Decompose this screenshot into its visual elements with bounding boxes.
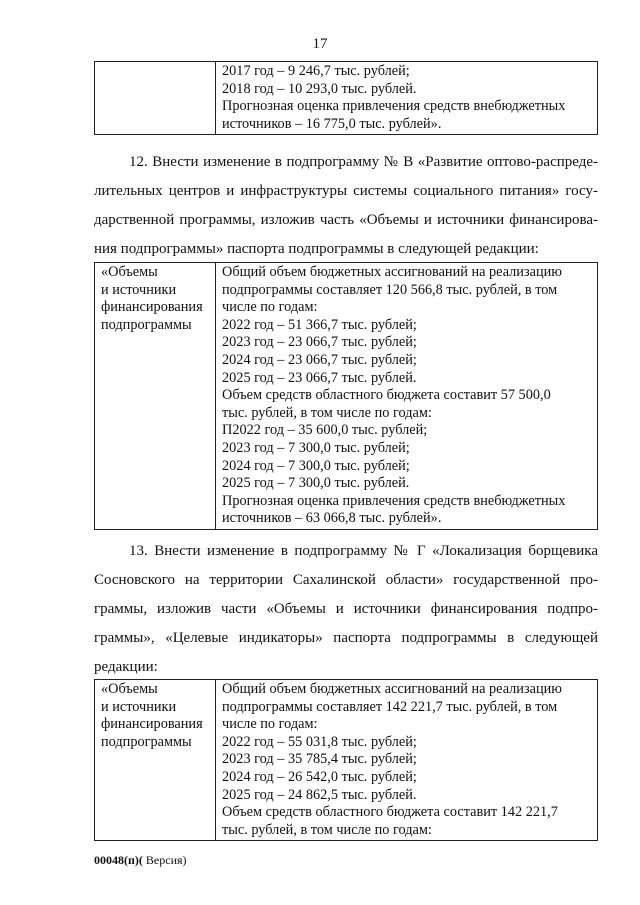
funding-label-cell [95, 263, 216, 530]
paragraph-line: ния подпрограммы» паспорта подпрограммы в следующей редакции: [94, 241, 539, 257]
funding-values-cell [216, 680, 598, 841]
table-line: Общий объем бюджетных ассигнований на реализацию [222, 681, 562, 697]
table-line: источников – 63 066,8 тыс. рублей». [222, 510, 442, 527]
table-line: Объем средств областного бюджета составит 57 500,0 [222, 387, 551, 404]
label-line: финансирования [101, 716, 203, 733]
paragraph-line: 13. Внести изменение в подпрограмму № Г «Локализация борщевика [129, 543, 598, 559]
label-line: подпрограммы [101, 733, 192, 750]
paragraph-line: редакции: [94, 659, 158, 675]
paragraph-line: 12. Внести изменение в подпрограмму № В «Развитие оптово-распреде- [129, 154, 598, 170]
table-line: 2023 год – 7 300,0 тыс. рублей; [222, 439, 410, 456]
paragraph-line: Сосновского на территории Сахалинской области» государственной про- [94, 572, 598, 588]
label-line: и источники [101, 281, 177, 298]
top-table-left-cell [95, 62, 216, 135]
label-line: подпрограммы [101, 316, 192, 333]
table-line: П2022 год – 35 600,0 тыс. рублей; [222, 422, 428, 439]
version-label: Версия) [142, 853, 187, 867]
table-line: подпрограммы составляет 142 221,7 тыс. рублей, в том [222, 698, 558, 715]
table-line: числе по годам: [222, 716, 318, 733]
table-line: 2023 год – 23 066,7 тыс. рублей; [222, 334, 417, 351]
funding-values-cell [216, 263, 598, 530]
top-funding-table [94, 61, 598, 135]
table-line: 2025 год – 23 066,7 тыс. рублей. [222, 369, 417, 386]
table-line: Объем средств областного бюджета составит 142 221,7 [222, 804, 558, 821]
table-line: Прогнозная оценка привлечения средств внебюджетных [222, 98, 566, 115]
subprogram-v-funding-table [94, 262, 598, 530]
funding-label-cell [95, 680, 216, 841]
label-line: и источники [101, 698, 177, 715]
table-line: 2022 год – 55 031,8 тыс. рублей; [222, 733, 417, 750]
paragraph-line: граммы, изложив части «Объемы и источники финансирования подпро- [94, 601, 598, 617]
label-line: «Объемы [101, 264, 158, 280]
item-13-paragraph [94, 537, 598, 682]
table-line: тыс. рублей, в том числе по годам: [222, 821, 432, 838]
table-line: подпрограммы составляет 120 566,8 тыс. рублей, в том [222, 281, 558, 298]
label-line: «Объемы [101, 681, 158, 697]
table-line: 2024 год – 23 066,7 тыс. рублей; [222, 351, 417, 368]
table-line: числе по годам: [222, 299, 318, 316]
subprogram-g-funding-table [94, 679, 598, 841]
table-line: тыс. рублей, в том числе по годам: [222, 404, 432, 421]
document-code: 00048(п)( [94, 853, 143, 867]
paragraph-line: дарственной программы, изложив часть «Объемы и источники финансирова- [94, 212, 598, 228]
table-line: источников – 16 775,0 тыс. рублей». [222, 115, 442, 132]
page-number: 17 [312, 36, 328, 52]
table-line: 2018 год – 10 293,0 тыс. рублей. [222, 80, 417, 97]
top-table-right-cell [216, 62, 598, 135]
paragraph-line: лительных центров и инфраструктуры системы социального питания» госу- [94, 183, 598, 199]
table-line: 2017 год – 9 246,7 тыс. рублей; [222, 63, 410, 79]
table-line: Общий объем бюджетных ассигнований на реализацию [222, 264, 562, 280]
label-line: финансирования [101, 299, 203, 316]
item-12-paragraph [94, 148, 598, 264]
table-line: 2025 год – 7 300,0 тыс. рублей. [222, 475, 410, 492]
table-line: 2024 год – 26 542,0 тыс. рублей; [222, 768, 417, 785]
table-line: 2025 год – 24 862,5 тыс. рублей. [222, 786, 417, 803]
table-line: Прогнозная оценка привлечения средств внебюджетных [222, 492, 566, 509]
paragraph-line: граммы», «Целевые индикаторы» паспорта подпрограммы в следующей [94, 630, 598, 646]
table-line: 2024 год – 7 300,0 тыс. рублей; [222, 457, 410, 474]
table-line: 2022 год – 51 366,7 тыс. рублей; [222, 316, 417, 333]
document-footer [94, 853, 187, 868]
table-line: 2023 год – 35 785,4 тыс. рублей; [222, 751, 417, 768]
